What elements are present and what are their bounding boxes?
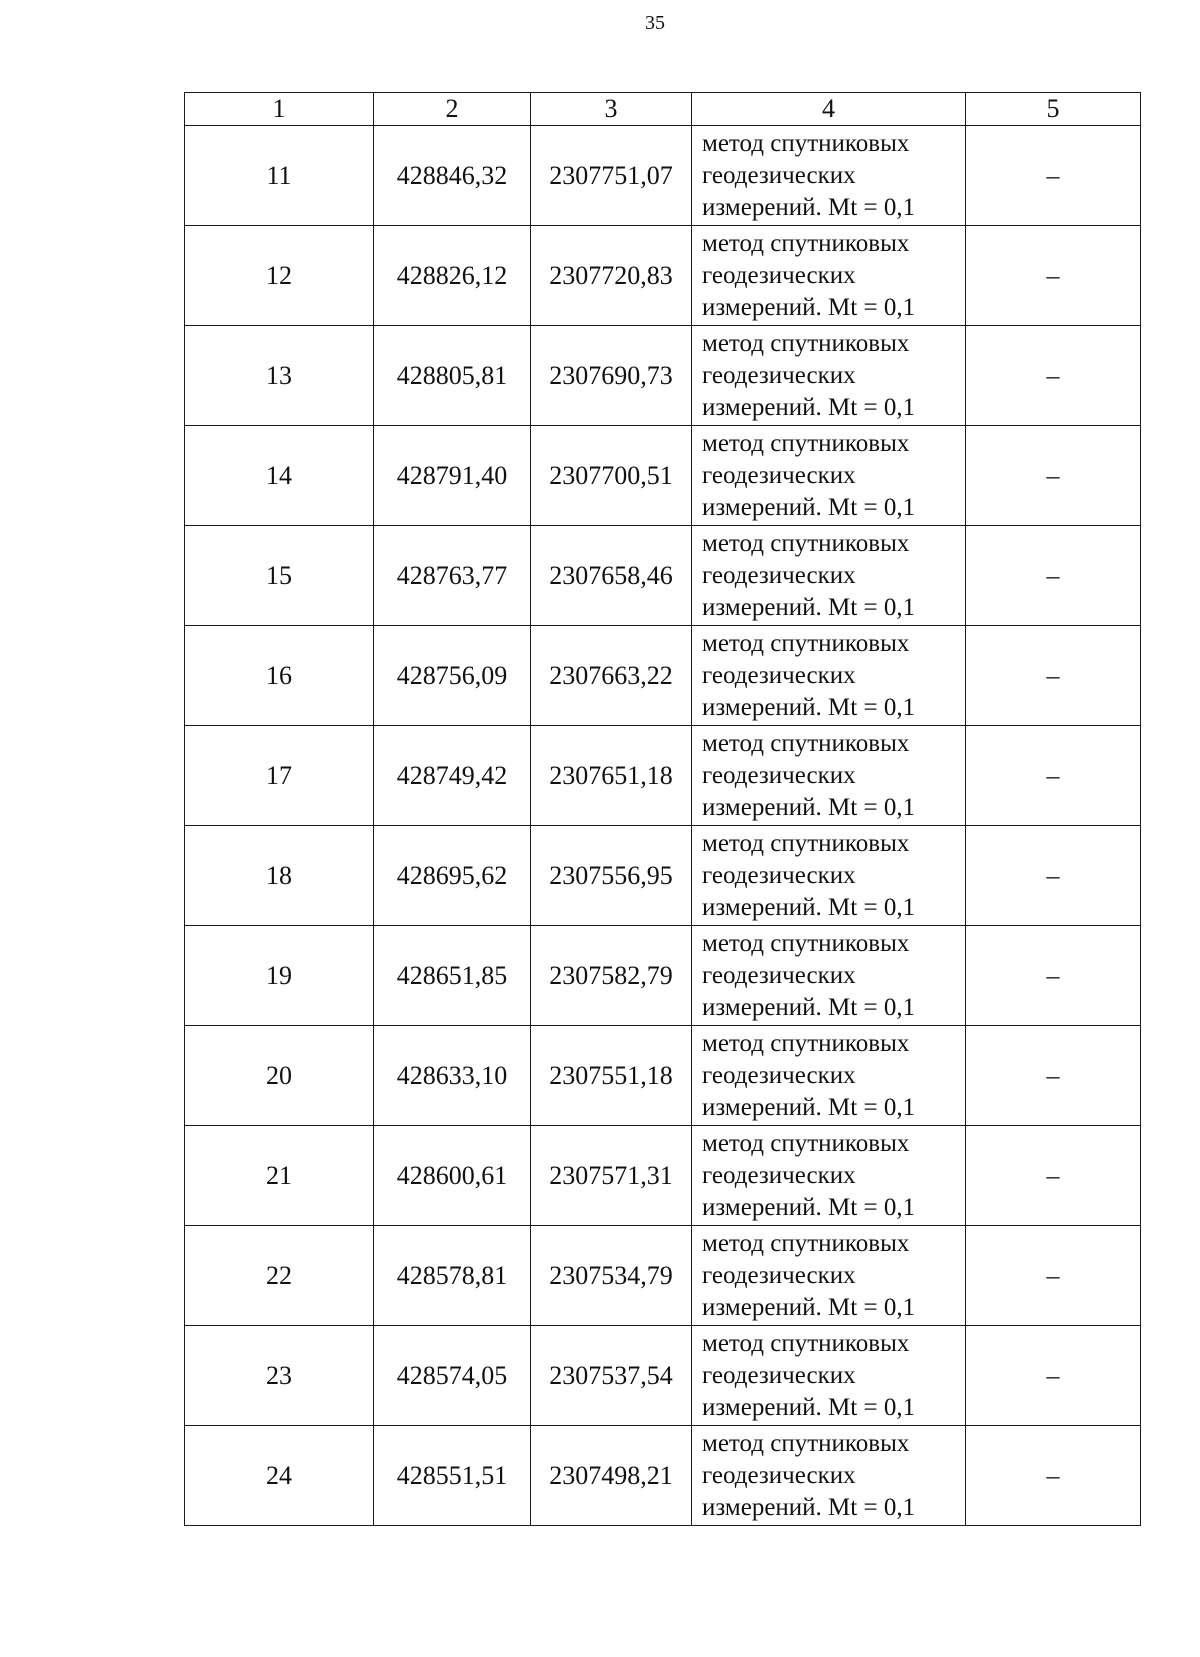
method-text-line: метод спутниковых <box>702 1229 910 1257</box>
coordinates-table <box>184 92 1141 1526</box>
method-text-line: геодезических <box>702 161 856 189</box>
table-row <box>185 826 1141 926</box>
method-text-line: метод спутниковых <box>702 429 910 457</box>
method-text-line: геодезических <box>702 961 856 989</box>
point-number-cell: 23 <box>185 1326 374 1426</box>
y-coordinate-cell: 2307537,54 <box>531 1326 692 1426</box>
note-cell: – <box>966 326 1141 426</box>
note-cell: – <box>966 1226 1141 1326</box>
method-text-line: измерений. Mt = 0,1 <box>702 993 916 1021</box>
y-coordinate-cell: 2307658,46 <box>531 526 692 626</box>
x-coordinate-cell: 428600,61 <box>374 1126 531 1226</box>
point-number-cell: 16 <box>185 626 374 726</box>
note-cell: – <box>966 1126 1141 1226</box>
header-col-5: 5 <box>966 93 1141 126</box>
method-text-line: метод спутниковых <box>702 1329 910 1357</box>
method-text-line: геодезических <box>702 361 856 389</box>
method-cell <box>692 926 966 1026</box>
point-number-cell: 21 <box>185 1126 374 1226</box>
method-text-line: геодезических <box>702 461 856 489</box>
note-cell: – <box>966 926 1141 1026</box>
x-coordinate-cell: 428578,81 <box>374 1226 531 1326</box>
table-row <box>185 226 1141 326</box>
method-text-line: метод спутниковых <box>702 1129 910 1157</box>
method-cell <box>692 726 966 826</box>
x-coordinate-cell: 428651,85 <box>374 926 531 1026</box>
method-cell <box>692 526 966 626</box>
method-text-line: измерений. Mt = 0,1 <box>702 493 916 521</box>
page-number: 35 <box>645 12 665 34</box>
method-text-line: метод спутниковых <box>702 229 910 257</box>
method-text-line: метод спутниковых <box>702 729 910 757</box>
method-text-line: метод спутниковых <box>702 329 910 357</box>
y-coordinate-cell: 2307720,83 <box>531 226 692 326</box>
y-coordinate-cell: 2307498,21 <box>531 1426 692 1526</box>
method-cell <box>692 126 966 226</box>
x-coordinate-cell: 428826,12 <box>374 226 531 326</box>
note-cell: – <box>966 626 1141 726</box>
x-coordinate-cell: 428633,10 <box>374 1026 531 1126</box>
method-text-line: измерений. Mt = 0,1 <box>702 1193 916 1221</box>
point-number-cell: 14 <box>185 426 374 526</box>
method-text-line: геодезических <box>702 661 856 689</box>
table-row <box>185 1026 1141 1126</box>
method-text-line: геодезических <box>702 1361 856 1389</box>
x-coordinate-cell: 428756,09 <box>374 626 531 726</box>
method-text-line: метод спутниковых <box>702 1029 910 1057</box>
method-text-line: геодезических <box>702 1261 856 1289</box>
method-text-line: измерений. Mt = 0,1 <box>702 293 916 321</box>
x-coordinate-cell: 428551,51 <box>374 1426 531 1526</box>
method-text-line: метод спутниковых <box>702 1429 910 1457</box>
table-row <box>185 626 1141 726</box>
method-text-line: измерений. Mt = 0,1 <box>702 793 916 821</box>
point-number-cell: 17 <box>185 726 374 826</box>
point-number-cell: 15 <box>185 526 374 626</box>
method-cell <box>692 1426 966 1526</box>
table-row <box>185 1226 1141 1326</box>
y-coordinate-cell: 2307663,22 <box>531 626 692 726</box>
method-text-line: метод спутниковых <box>702 629 910 657</box>
method-text-line: геодезических <box>702 261 856 289</box>
method-cell <box>692 1226 966 1326</box>
point-number-cell: 11 <box>185 126 374 226</box>
x-coordinate-cell: 428749,42 <box>374 726 531 826</box>
method-text-line: измерений. Mt = 0,1 <box>702 393 916 421</box>
point-number-cell: 12 <box>185 226 374 326</box>
table-row <box>185 1326 1141 1426</box>
table-header <box>185 93 1141 126</box>
y-coordinate-cell: 2307751,07 <box>531 126 692 226</box>
x-coordinate-cell: 428791,40 <box>374 426 531 526</box>
y-coordinate-cell: 2307551,18 <box>531 1026 692 1126</box>
x-coordinate-cell: 428695,62 <box>374 826 531 926</box>
note-cell: – <box>966 1026 1141 1126</box>
note-cell: – <box>966 226 1141 326</box>
header-row <box>185 93 1141 126</box>
x-coordinate-cell: 428574,05 <box>374 1326 531 1426</box>
point-number-cell: 13 <box>185 326 374 426</box>
method-text-line: измерений. Mt = 0,1 <box>702 593 916 621</box>
y-coordinate-cell: 2307690,73 <box>531 326 692 426</box>
method-text-line: метод спутниковых <box>702 829 910 857</box>
method-cell <box>692 826 966 926</box>
point-number-cell: 22 <box>185 1226 374 1326</box>
method-text-line: геодезических <box>702 861 856 889</box>
header-col-3: 3 <box>531 93 692 126</box>
x-coordinate-cell: 428846,32 <box>374 126 531 226</box>
method-cell <box>692 326 966 426</box>
y-coordinate-cell: 2307534,79 <box>531 1226 692 1326</box>
y-coordinate-cell: 2307556,95 <box>531 826 692 926</box>
table-row <box>185 726 1141 826</box>
method-text-line: геодезических <box>702 1161 856 1189</box>
header-col-1: 1 <box>185 93 374 126</box>
x-coordinate-cell: 428805,81 <box>374 326 531 426</box>
method-text-line: геодезических <box>702 761 856 789</box>
point-number-cell: 20 <box>185 1026 374 1126</box>
method-text-line: измерений. Mt = 0,1 <box>702 693 916 721</box>
method-cell <box>692 226 966 326</box>
method-cell <box>692 1126 966 1226</box>
y-coordinate-cell: 2307571,31 <box>531 1126 692 1226</box>
note-cell: – <box>966 726 1141 826</box>
table-body <box>185 126 1141 1526</box>
method-text-line: геодезических <box>702 561 856 589</box>
method-text-line: измерений. Mt = 0,1 <box>702 1093 916 1121</box>
table-row <box>185 1126 1141 1226</box>
method-text-line: измерений. Mt = 0,1 <box>702 893 916 921</box>
header-col-2: 2 <box>374 93 531 126</box>
method-text-line: метод спутниковых <box>702 129 910 157</box>
point-number-cell: 18 <box>185 826 374 926</box>
method-cell <box>692 1326 966 1426</box>
method-text-line: измерений. Mt = 0,1 <box>702 1293 916 1321</box>
note-cell: – <box>966 126 1141 226</box>
point-number-cell: 19 <box>185 926 374 1026</box>
y-coordinate-cell: 2307582,79 <box>531 926 692 1026</box>
method-text-line: метод спутниковых <box>702 929 910 957</box>
note-cell: – <box>966 1326 1141 1426</box>
note-cell: – <box>966 526 1141 626</box>
table-row <box>185 326 1141 426</box>
note-cell: – <box>966 426 1141 526</box>
method-text-line: геодезических <box>702 1061 856 1089</box>
table-row <box>185 526 1141 626</box>
y-coordinate-cell: 2307651,18 <box>531 726 692 826</box>
method-text-line: измерений. Mt = 0,1 <box>702 193 916 221</box>
note-cell: – <box>966 1426 1141 1526</box>
point-number-cell: 24 <box>185 1426 374 1526</box>
table-row <box>185 926 1141 1026</box>
x-coordinate-cell: 428763,77 <box>374 526 531 626</box>
table-row <box>185 1426 1141 1526</box>
method-text-line: измерений. Mt = 0,1 <box>702 1393 916 1421</box>
method-cell <box>692 426 966 526</box>
table-row <box>185 426 1141 526</box>
header-col-4: 4 <box>692 93 966 126</box>
method-text-line: метод спутниковых <box>702 529 910 557</box>
method-text-line: измерений. Mt = 0,1 <box>702 1493 916 1521</box>
y-coordinate-cell: 2307700,51 <box>531 426 692 526</box>
method-cell <box>692 1026 966 1126</box>
table-row <box>185 126 1141 226</box>
note-cell: – <box>966 826 1141 926</box>
method-cell <box>692 626 966 726</box>
method-text-line: геодезических <box>702 1461 856 1489</box>
